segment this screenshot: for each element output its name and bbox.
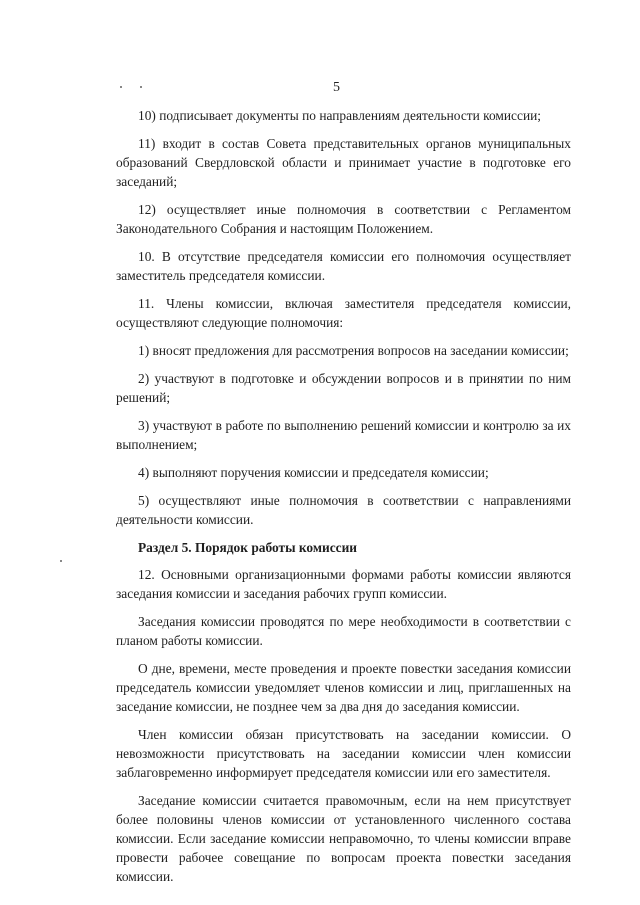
scan-speck (140, 86, 142, 88)
page-number: 5 (333, 80, 340, 95)
paragraph: 3) участвуют в работе по выполнению решений комиссии и контролю за их выполнением; (116, 418, 571, 452)
scan-speck (120, 86, 122, 88)
document-body (116, 106, 571, 895)
paragraph: Заседания комиссии проводятся по мере необходимости в соответствии с планом работы комиссии. (116, 614, 571, 648)
scan-speck (60, 560, 62, 562)
paragraph: 5) осуществляют иные полномочия в соответствии с направлениями деятельности комиссии. (116, 493, 571, 527)
paragraph: 4) выполняют поручения комиссии и председателя комиссии; (138, 465, 489, 480)
paragraph: 12) осуществляет иные полномочия в соответствии с Регламентом Законодательного Собрания и настоящим Положением. (116, 202, 571, 236)
paragraph: 10. В отсутствие председателя комиссии его полномочия осуществляет заместитель председателя комиссии. (116, 249, 571, 283)
paragraph: О дне, времени, месте проведения и проекте повестки заседания комиссии председатель комиссии уведомляет членов комиссии и лиц, приглашенных на заседание комиссии, не позднее чем за два дня до заседания комиссии. (116, 661, 571, 714)
section-heading: Раздел 5. Порядок работы комиссии (138, 540, 358, 555)
paragraph: 11. Члены комиссии, включая заместителя председателя комиссии, осуществляют следующие полномочия: (116, 296, 571, 330)
paragraph: Заседание комиссии считается правомочным, если на нем присутствует более половины членов комиссии от установленного численного состава комиссии. Если заседание комиссии неправомочно, то члены комиссии вправе провести рабочее совещание по вопросам проекта повестки заседания комиссии. (116, 793, 571, 884)
paragraph: 12. Основными организационными формами работы комиссии являются заседания комиссии и заседания рабочих групп комиссии. (116, 567, 571, 601)
paragraph: 1) вносят предложения для рассмотрения вопросов на заседании комиссии; (138, 343, 569, 358)
paragraph: 10) подписывает документы по направлениям деятельности комиссии; (138, 108, 541, 123)
paragraph: Член комиссии обязан присутствовать на заседании комиссии. О невозможности присутствовать на заседании комиссии член комиссии заблаговременно информирует председателя комиссии или его заместителя. (116, 727, 571, 780)
paragraph: 2) участвуют в подготовке и обсуждении вопросов и в принятии по ним решений; (116, 371, 571, 405)
paragraph: 11) входит в состав Совета представительных органов муниципальных образований Свердловской области и принимает участие в подготовке его заседаний; (116, 136, 571, 189)
